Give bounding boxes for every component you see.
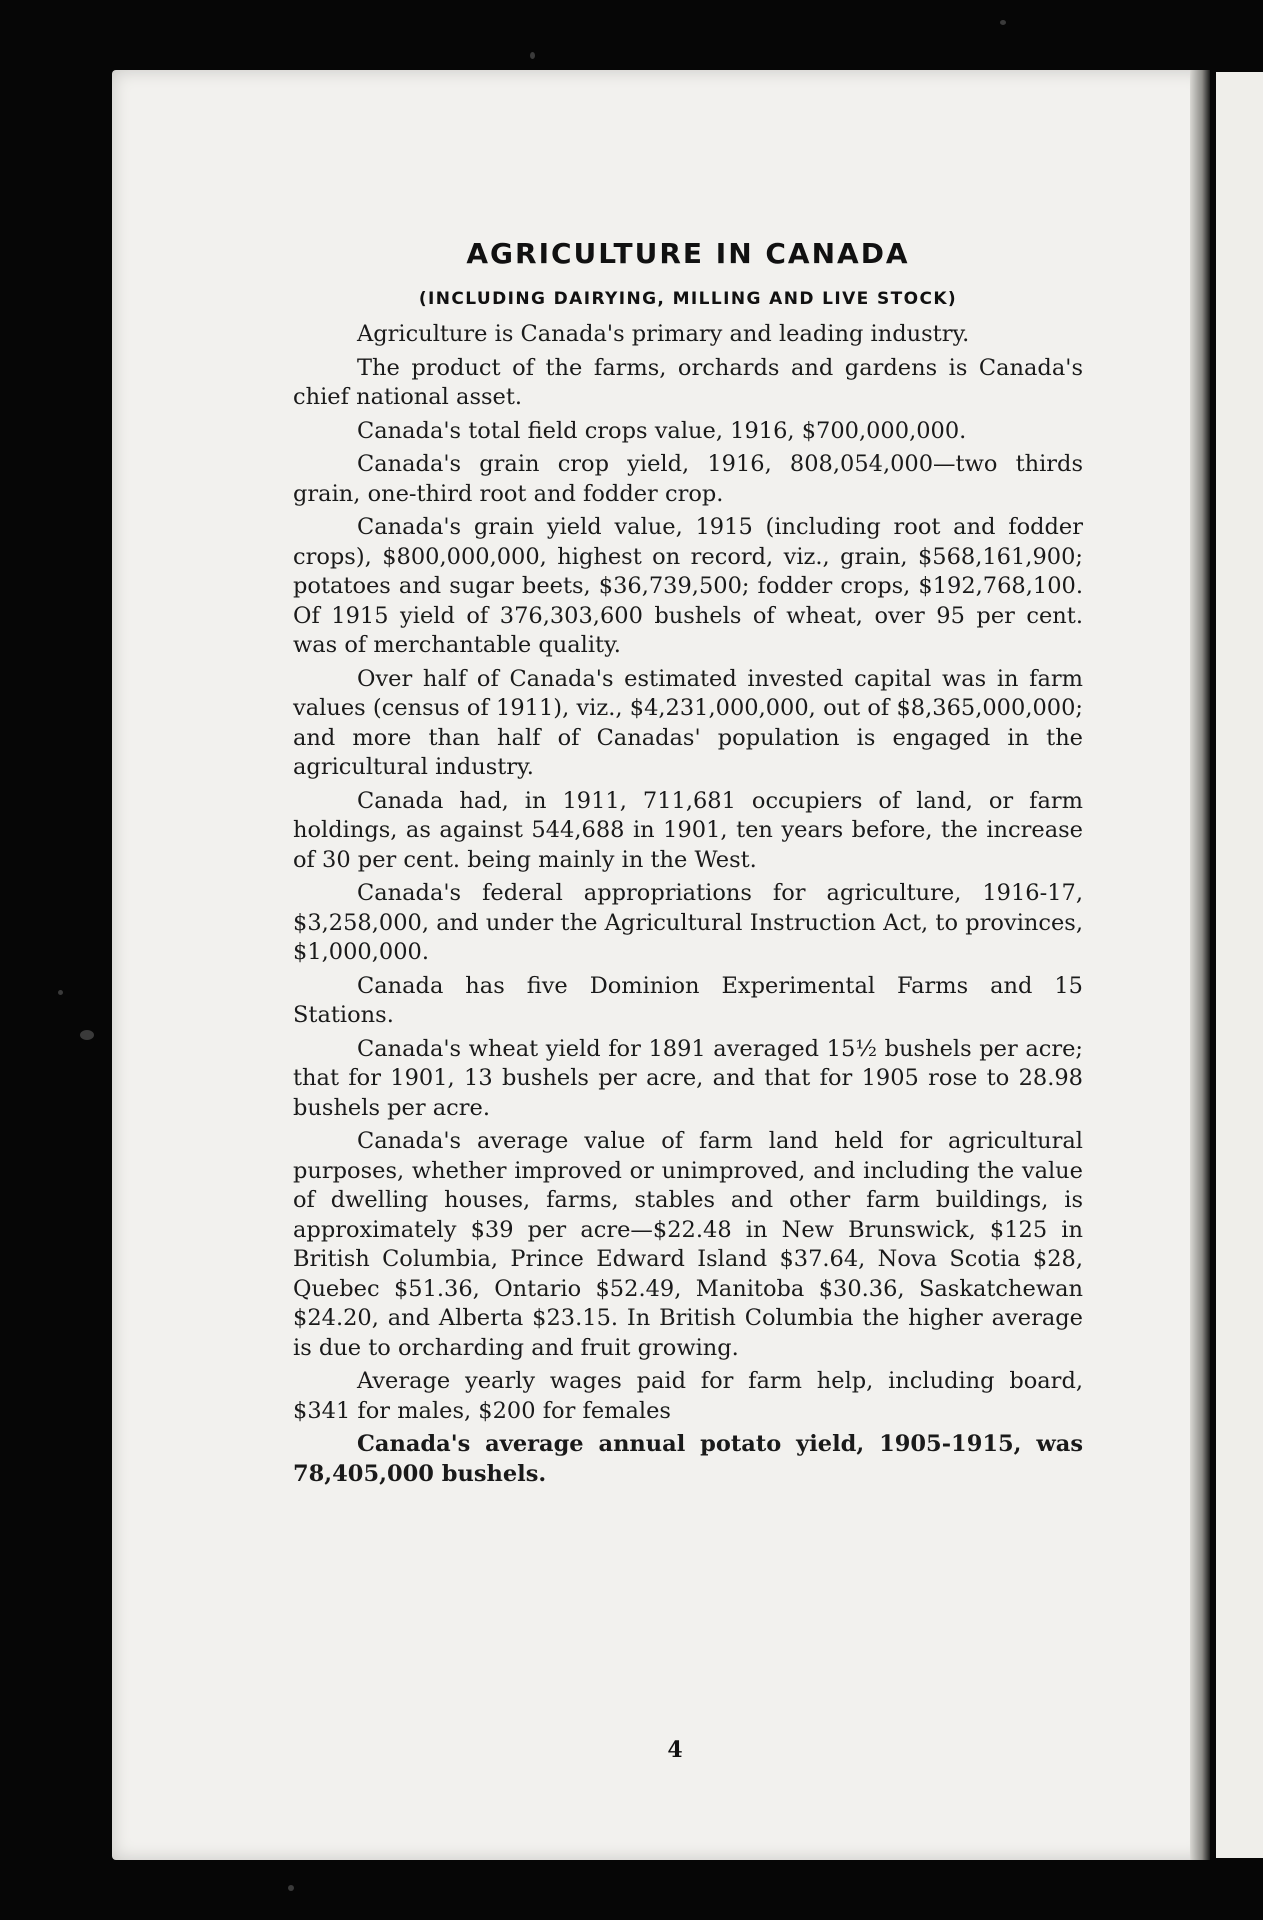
paragraph: Canada's wheat yield for 1891 averaged 15½ bushels per acre; that for 1901, 13 bushels per acre, and that for 1905 rose to 28.98 bushels per acre. [293, 1035, 1083, 1121]
ink-speck [58, 990, 63, 995]
paragraph: Agriculture is Canada's primary and leading industry. [357, 321, 970, 347]
paragraph: Canada had, in 1911, 711,681 occupiers of land, or farm holdings, as against 544,688 in 1901, ten years before, the increase of 30 per cent. being mainly in the West. [293, 787, 1083, 873]
paragraph: Average yearly wages paid for farm help, including board, $341 for males, $200 for females [293, 1368, 1083, 1424]
page-number: 4 [667, 1737, 683, 1763]
paragraph: Canada has five Dominion Experimental Farms and 15 Stations. [293, 972, 1083, 1028]
paragraph: Over half of Canada's estimated invested capital was in farm values (census of 1911), viz., $4,231,000,000, out of $8,365,000,000; and more than half of Canadas' population is engaged in the agricultural industry. [293, 665, 1083, 780]
paragraph: Canada's grain yield value, 1915 (including root and fodder crops), $800,000,000, highest on record, viz., grain, $568,161,900; potatoes and sugar beets, $36,739,500; fodder crops, $192,768,100. Of 1915 yield of 376,303,600 bushels of wheat, over 95 per cent. was of merchantable quality. [293, 514, 1083, 658]
paragraph: Canada's average value of farm land held for agricultural purposes, whether improved or unimproved, and including the value of dwelling houses, farms, stables and other farm buildings, is approximately $39 per acre—$22.48 in New Brunswick, $125 in British Columbia, Prince Edward Island $37.64, Nova Scotia $28, Quebec $51.36, Ontario $52.49, Manitoba $30.36, Saskatchewan $24.20, and Alberta $23.15. In British Columbia the higher average is due to orcharding and fruit growing. [293, 1128, 1083, 1361]
paragraph: The product of the farms, orchards and gardens is Canada's chief national asset. [293, 354, 1083, 410]
page-title: AGRICULTURE IN CANADA [466, 237, 910, 270]
paragraph: Canada's total field crops value, 1916, $700,000,000. [357, 417, 967, 444]
ink-speck [1000, 20, 1006, 25]
ink-speck [80, 1030, 94, 1040]
page-subtitle: (INCLUDING DAIRYING, MILLING AND LIVE STOCK) [418, 289, 958, 309]
paragraph: Canada's average annual potato yield, 1905-1915, was 78,405,000 bushels. [293, 1431, 1083, 1487]
paragraph: Canada's grain crop yield, 1916, 808,054,000—two thirds grain, one-third root and fodder crop. [293, 451, 1083, 507]
paragraph: Canada's federal appropriations for agriculture, 1916-17, $3,258,000, and under the Agricultural Instruction Act, to provinces, $1,000,000. [293, 880, 1083, 965]
page-edge-shadow [1190, 70, 1210, 1860]
ink-speck [530, 52, 535, 59]
page-content [293, 232, 1083, 1493]
adjacent-page-sliver [1216, 72, 1263, 1858]
ink-speck [288, 1885, 294, 1891]
